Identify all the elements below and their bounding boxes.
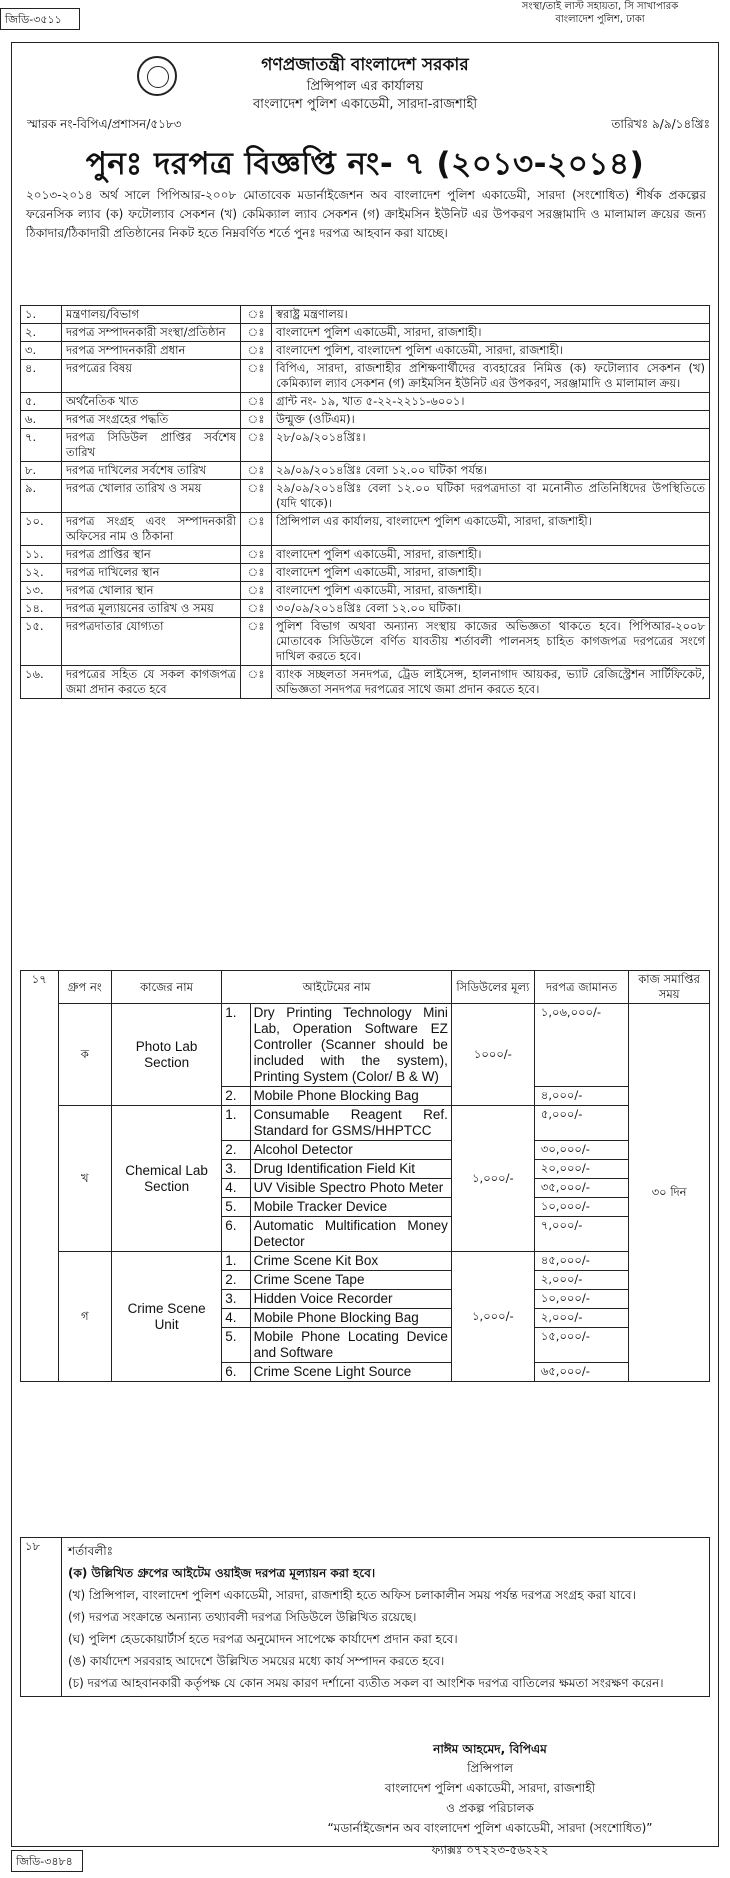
signatory-name: নাঈম আহমেদ, বিপিএম — [433, 1742, 547, 1756]
item-row — [21, 1252, 710, 1271]
row-colon: ঃ — [241, 564, 272, 582]
row-number: ১০. — [21, 513, 62, 546]
signatory-title: প্রিন্সিপাল — [467, 1761, 513, 1775]
item-number: 3. — [222, 1160, 250, 1179]
row-colon: ঃ — [241, 342, 272, 360]
conditions-table — [20, 1537, 710, 1697]
security-amount: ৫,০০০/- — [534, 1106, 628, 1141]
row-value: বাংলাদেশ পুলিশ একাডেমী, সারদা, রাজশাহী। — [272, 564, 710, 582]
row-label: দরপত্রদাতার যোগ্যতা — [62, 618, 241, 666]
condition-item: (ঙ) কার্যাদেশ সরবরাহ আদেশে উল্লিখিত সময়ের মধ্যে কার্য সম্পাদন করতে হবে। — [68, 1654, 445, 1668]
item-name: Dry Printing Technology Mini Lab, Operation Software EZ Controller (Scanner should be included with the system), Printing System (Color/ B & W) — [250, 1004, 451, 1087]
condition-item: (চ) দরপত্র আহবানকারী কর্তৃপক্ষ যে কোন সময় কারণ দর্শানো ব্যতীত সকল বা আংশিক দরপত্র বাতিলের ক্ষমতা সংরক্ষণ করেন। — [68, 1676, 664, 1690]
info-row — [21, 513, 710, 546]
info-row — [21, 462, 710, 480]
security-amount: ৩০,০০০/- — [534, 1141, 628, 1160]
item-number: 1. — [222, 1252, 250, 1271]
row-label: দরপত্র সংগ্রহের পদ্ধতি — [62, 411, 241, 429]
office-name: প্রিন্সিপাল এর কার্যালয় — [306, 79, 424, 94]
tender-info-body — [21, 306, 710, 699]
security-amount: ৭,০০০/- — [534, 1217, 628, 1252]
group-code: গ — [58, 1252, 111, 1382]
top-note-line1: সংস্থা/তাই লাস্ট সহায়তা, সি সাখাপারক — [521, 1, 679, 12]
conditions-title: শর্তাবলীঃ — [68, 1544, 114, 1558]
item-name: Mobile Phone Blocking Bag — [250, 1309, 451, 1328]
item-number: 2. — [222, 1087, 250, 1106]
item-name: Hidden Voice Recorder — [250, 1290, 451, 1309]
project-name: “মডার্নাইজেশন অব বাংলাদেশ পুলিশ একাডেমী, সারদা (সংশোধিত)” — [327, 1821, 653, 1835]
info-row — [21, 582, 710, 600]
row-colon: ঃ — [241, 600, 272, 618]
info-row — [21, 480, 710, 513]
row-colon: ঃ — [241, 618, 272, 666]
item-number: 1. — [222, 1004, 250, 1087]
security-amount: ২০,০০০/- — [534, 1160, 628, 1179]
intro-paragraph: ২০১৩-২০১৪ অর্থ সালে পিপিআর-২০০৮ মোতাবেক মডার্নাইজেশন অব বাংলাদেশ পুলিশ একাডেমী, সারদা (সংশোধিত) শীর্ষক প্রকল্পের ফরেনসিক ল্যাব (ক) ফটোল্যাব সেকশন (খ) কেমিক্যাল ল্যাব সেকশন (গ) ক্রাইমসিন ইউনিট এর উপকরণ সরঞ্জামাদি ও মালামাল ক্রয়ের জন্য ঠিকাদার/ঠিকাদারী প্রতিষ্ঠানের নিকট হতে নিম্নবর্ণিত শর্তে পুনঃ দরপত্র আহবান করা যাচ্ছে। — [26, 188, 706, 240]
schedule-price: ১,০০০/- — [451, 1252, 534, 1382]
item-name: Alcohol Detector — [250, 1141, 451, 1160]
row-colon: ঃ — [241, 546, 272, 564]
row-value: ২৯/০৯/২০১৪খ্রিঃ বেলা ১২.০০ ঘটিকা দরপত্রদাতা বা মনোনীত প্রতিনিধিদের উপস্থিতিতে (যদি থাকে)। — [272, 480, 710, 513]
top-strip — [0, 0, 730, 32]
row-number: ১৩. — [21, 582, 62, 600]
row-label: দরপত্র মূল্যায়নের তারিখ ও সময় — [62, 600, 241, 618]
row-label: দরপত্র খোলার তারিখ ও সময় — [62, 480, 241, 513]
row-number: ১৫. — [21, 618, 62, 666]
row-number: ১৬. — [21, 666, 62, 699]
item-name: Crime Scene Light Source — [250, 1363, 451, 1382]
organization-name: বাংলাদেশ পুলিশ একাডেমী, সারদা-রাজশাহী — [252, 97, 478, 112]
item-number: 2. — [222, 1271, 250, 1290]
row-value: বাংলাদেশ পুলিশ, বাংলাদেশ পুলিশ একাডেমী, সারদা, রাজশাহী। — [272, 342, 710, 360]
group-header-row — [21, 971, 710, 1004]
row-number: ৩. — [21, 342, 62, 360]
security-amount: ১৫,০০০/- — [534, 1328, 628, 1363]
notice-date: তারিখঃ ৯/৯/১৪খ্রিঃ — [611, 117, 710, 131]
group-name: Photo Lab Section — [111, 1004, 221, 1106]
row-number: ৬. — [21, 411, 62, 429]
row-value: ২৮/০৯/২০১৪খ্রিঃ। — [272, 429, 710, 462]
item-name: Consumable Reagent Ref. Standard for GSMS/HHPTCC — [250, 1106, 451, 1141]
row-value: ৩০/০৯/২০১৪খ্রিঃ বেলা ১২.০০ ঘটিকা। — [272, 600, 710, 618]
header-completion: কাজ সমাপ্তির সময় — [629, 971, 710, 1004]
row-number: ২. — [21, 324, 62, 342]
fax-number: ফ্যাক্সঃ ০৭২২৩-৫৬২২২ — [431, 1843, 549, 1857]
item-name: UV Visible Spectro Photo Meter — [250, 1179, 451, 1198]
row-colon: ঃ — [241, 429, 272, 462]
info-row — [21, 618, 710, 666]
row-value: বাংলাদেশ পুলিশ একাডেমী, সারদা, রাজশাহী। — [272, 546, 710, 564]
schedule-price: ১০০০/- — [451, 1004, 534, 1106]
row-colon: ঃ — [241, 306, 272, 324]
row-colon: ঃ — [241, 411, 272, 429]
row-number: ১৭ — [21, 971, 59, 1382]
conditions-list — [68, 1562, 703, 1694]
row-number: ১৪. — [21, 600, 62, 618]
row-number: ৭. — [21, 429, 62, 462]
group-code: ক — [58, 1004, 111, 1106]
item-number: 5. — [222, 1328, 250, 1363]
row-value: উন্মুক্ত (ওটিএম)। — [272, 411, 710, 429]
item-number: 2. — [222, 1141, 250, 1160]
item-number: 6. — [222, 1363, 250, 1382]
item-row — [21, 1004, 710, 1087]
row-number: ৮. — [21, 462, 62, 480]
security-amount: ৪,০০০/- — [534, 1087, 628, 1106]
info-row — [21, 324, 710, 342]
item-groups-body — [21, 971, 710, 1382]
item-number: 3. — [222, 1290, 250, 1309]
row-value: ব্যাংক সচ্ছলতা সনদপত্র, ট্রেড লাইসেন্স, হালনাগাদ আয়কর, ভ্যাট রেজিস্ট্রেশন সার্টিফিকেট, অভিজ্ঞতা সনদপত্র দরপত্রের সাথে জমা প্রদান করতে হবে। — [272, 666, 710, 699]
row-value: পুলিশ বিভাগ অথবা অন্যান্য সংস্থায় কাজের অভিজ্ঞতা থাকতে হবে। পিপিআর-২০০৮ মোতাবেক সিডিউলে বর্ণিত যাবতীয় শর্তাবলী পালনসহ চাহিত কাগজপত্র দরপত্রের সংগে দাখিল করতে হবে। — [272, 618, 710, 666]
item-name: Crime Scene Kit Box — [250, 1252, 451, 1271]
conditions-row — [21, 1538, 710, 1697]
header-schedule-price: সিডিউলের মূল্য — [451, 971, 534, 1004]
item-number: 1. — [222, 1106, 250, 1141]
row-value: বাংলাদেশ পুলিশ একাডেমী, সারদা, রাজশাহী। — [272, 582, 710, 600]
row-value: বাংলাদেশ পুলিশ একাডেমী, সারদা, রাজশাহী। — [272, 324, 710, 342]
info-row — [21, 546, 710, 564]
signatory-role: ও প্রকল্প পরিচালক — [446, 1801, 534, 1815]
row-colon: ঃ — [241, 666, 272, 699]
row-value: ২৯/০৯/২০১৪খ্রিঃ বেলা ১২.০০ ঘটিকা পর্যন্ত। — [272, 462, 710, 480]
row-number: ১২. — [21, 564, 62, 582]
row-label: দরপত্র দাখিলের স্থান — [62, 564, 241, 582]
gd-number-top: জিডি-৩৫১১ — [0, 8, 80, 30]
row-colon: ঃ — [241, 480, 272, 513]
row-colon: ঃ — [241, 462, 272, 480]
row-number: ৯. — [21, 480, 62, 513]
signatory-org: বাংলাদেশ পুলিশ একাডেমী, সারদা, রাজশাহী — [384, 1781, 596, 1795]
group-name: Crime Scene Unit — [111, 1252, 221, 1382]
info-row — [21, 393, 710, 411]
security-amount: ৩৫,০০০/- — [534, 1179, 628, 1198]
row-colon: ঃ — [241, 393, 272, 411]
condition-item: (ঘ) পুলিশ হেডকোয়ার্টার্স হতে দরপত্র অনুমোদন সাপেক্ষে কার্যাদেশ প্রদান করা হবে। — [68, 1632, 458, 1646]
security-amount: ৪৫,০০০/- — [534, 1252, 628, 1271]
row-value: প্রিন্সিপাল এর কার্যালয়, বাংলাদেশ পুলিশ একাডেমী, সারদা, রাজশাহী। — [272, 513, 710, 546]
header-work: কাজের নাম — [111, 971, 221, 1004]
row-label: দরপত্র দাখিলের সর্বশেষ তারিখ — [62, 462, 241, 480]
item-name: Automatic Multification Money Detector — [250, 1217, 451, 1252]
conditions-cell — [62, 1538, 710, 1697]
row-colon: ঃ — [241, 360, 272, 393]
row-label: দরপত্রের বিষয় — [62, 360, 241, 393]
group-code: খ — [58, 1106, 111, 1252]
item-name: Mobile Tracker Device — [250, 1198, 451, 1217]
tender-info-table — [20, 305, 710, 699]
row-number: ১১. — [21, 546, 62, 564]
item-name: Crime Scene Tape — [250, 1271, 451, 1290]
condition-item: (খ) প্রিন্সিপাল, বাংলাদেশ পুলিশ একাডেমী, সারদা, রাজশাহী হতে অফিস চলাকালীন সময় পর্যন্ত দরপত্র সংগ্রহ করা যাবে। — [68, 1588, 636, 1602]
info-row — [21, 411, 710, 429]
row-colon: ঃ — [241, 324, 272, 342]
item-number: 4. — [222, 1309, 250, 1328]
header-group: গ্রুপ নং — [58, 971, 111, 1004]
gd-number-bottom: জিডি-৩৪৮৪ — [11, 1850, 83, 1872]
security-amount: ১,০৬,০০০/- — [534, 1004, 628, 1087]
condition-item: (ক) উল্লিখিত গ্রুপের আইটেম ওয়াইজ দরপত্র মূল্যায়ন করা হবে। — [68, 1566, 376, 1580]
info-row — [21, 306, 710, 324]
item-number: 5. — [222, 1198, 250, 1217]
security-amount: ১০,০০০/- — [534, 1198, 628, 1217]
item-name: Drug Identification Field Kit — [250, 1160, 451, 1179]
security-amount: ২,০০০/- — [534, 1271, 628, 1290]
row-colon: ঃ — [241, 582, 272, 600]
row-label: মন্ত্রণালয়/বিভাগ — [62, 306, 241, 324]
item-name: Mobile Phone Blocking Bag — [250, 1087, 451, 1106]
conditions-number: ১৮ — [21, 1538, 62, 1697]
row-colon: ঃ — [241, 513, 272, 546]
row-label: দরপত্র সম্পাদনকারী প্রধান — [62, 342, 241, 360]
info-row — [21, 360, 710, 393]
info-row — [21, 342, 710, 360]
item-name: Mobile Phone Locating Device and Software — [250, 1328, 451, 1363]
row-label: দরপত্র প্রাপ্তির স্থান — [62, 546, 241, 564]
item-groups-table — [20, 970, 710, 1382]
item-number: 4. — [222, 1179, 250, 1198]
row-label: দরপত্র সম্পাদনকারী সংস্থা/প্রতিষ্ঠান — [62, 324, 241, 342]
header-security: দরপত্র জামানত — [534, 971, 628, 1004]
row-number: ৫. — [21, 393, 62, 411]
row-label: দরপত্র খোলার স্থান — [62, 582, 241, 600]
schedule-price: ১,০০০/- — [451, 1106, 534, 1252]
group-name: Chemical Lab Section — [111, 1106, 221, 1252]
item-row — [21, 1106, 710, 1141]
row-number: ৪. — [21, 360, 62, 393]
info-row — [21, 666, 710, 699]
row-label: অর্থনৈতিক খাত — [62, 393, 241, 411]
row-label: দরপত্র সিডিউল প্রাপ্তির সর্বশেষ তারিখ — [62, 429, 241, 462]
info-row — [21, 564, 710, 582]
row-value: বিপিএ, সারদা, রাজশাহীর প্রশিক্ষণার্থীদের ব্যবহারের নিমিত্ত (ক) ফটোল্যাব সেকশন (খ) কেমিক্যাল ল্যাব সেকশন (গ) ক্রাইমসিন ইউনিট এর উপকরণ, সরঞ্জামাদি ও মালামাল ক্রয়। — [272, 360, 710, 393]
government-title: গণপ্রজাতন্ত্রী বাংলাদেশ সরকার — [261, 55, 469, 75]
info-row — [21, 429, 710, 462]
row-value: স্বরাষ্ট্র মন্ত্রণালয়। — [272, 306, 710, 324]
condition-item: (গ) দরপত্র সংক্রান্তে অন্যান্য তথ্যাবলী দরপত্র সিডিউলে উল্লিখিত রয়েছে। — [68, 1610, 417, 1624]
item-number: 6. — [222, 1217, 250, 1252]
completion-time: ৩০ দিন — [629, 1004, 710, 1382]
info-row — [21, 600, 710, 618]
security-amount: ২,০০০/- — [534, 1309, 628, 1328]
notice-title: পুনঃ দরপত্র বিজ্ঞপ্তি নং- ৭ (২০১৩-২০১৪) — [85, 146, 645, 182]
row-value: গ্রান্ট নং- ১৯, খাত ৫-২২-২২১১-৬০০১। — [272, 393, 710, 411]
row-label: দরপত্র সংগ্রহ এবং সম্পাদনকারী অফিসের নাম ও ঠিকানা — [62, 513, 241, 546]
top-note-line2: বাংলাদেশ পুলিশ, ঢাকা — [555, 14, 645, 25]
top-right-note — [470, 0, 730, 26]
security-amount: ১০,০০০/- — [534, 1290, 628, 1309]
header-items: আইটেমের নাম — [222, 971, 452, 1004]
row-label: দরপত্রের সহিত যে সকল কাগজপত্র জমা প্রদান করতে হবে — [62, 666, 241, 699]
security-amount: ৬৫,০০০/- — [534, 1363, 628, 1382]
row-number: ১. — [21, 306, 62, 324]
memo-number: স্মারক নং-বিপিএ/প্রশাসন/৫১৮৩ — [27, 117, 182, 131]
